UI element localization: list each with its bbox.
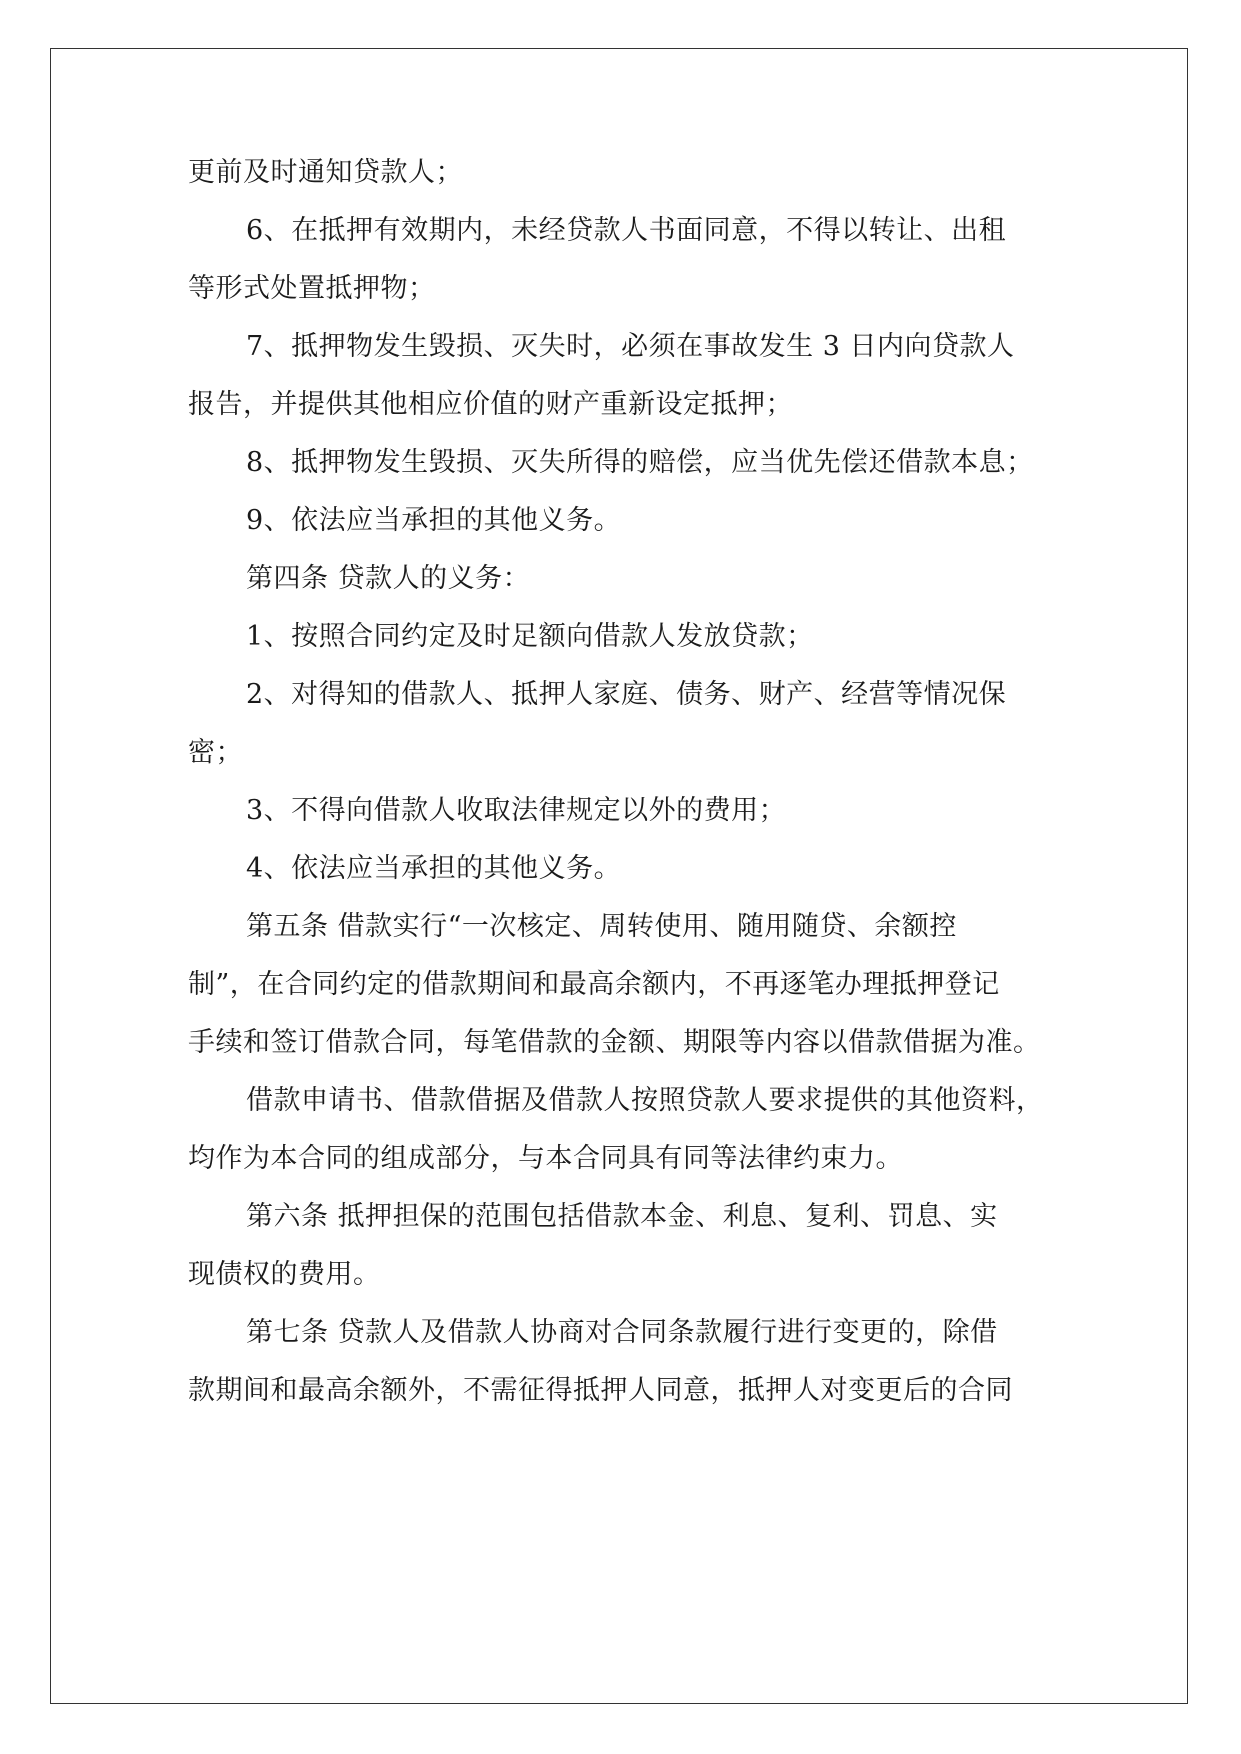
text-line: 手续和签订借款合同，每笔借款的金额、期限等内容以借款借据为准。 [188, 1027, 1041, 1058]
text-line: 制”，在合同约定的借款期间和最高余额内，不再逐笔办理抵押登记 [188, 969, 1000, 1000]
text-line: 6、在抵押有效期内，未经贷款人书面同意，不得以转让、出租 [246, 215, 1007, 246]
text-line: 款期间和最高余额外，不需征得抵押人同意，抵押人对变更后的合同 [188, 1375, 1013, 1406]
text-line: 第六条 抵押担保的范围包括借款本金、利息、复利、罚息、实 [246, 1201, 998, 1232]
text-line: 借款申请书、借款借据及借款人按照贷款人要求提供的其他资料， [246, 1085, 1044, 1116]
text-line: 8、抵押物发生毁损、灭失所得的赔偿，应当优先偿还借款本息； [246, 447, 1034, 478]
text-line: 密； [188, 737, 243, 768]
text-line: 4、依法应当承担的其他义务。 [246, 853, 622, 884]
text-line: 2、对得知的借款人、抵押人家庭、债务、财产、经营等情况保 [246, 679, 1007, 710]
text-line: 现债权的费用。 [188, 1259, 381, 1290]
text-line: 等形式处置抵押物； [188, 273, 436, 304]
text-line: 1、按照合同约定及时足额向借款人发放贷款； [246, 621, 814, 652]
text-line: 均作为本合同的组成部分，与本合同具有同等法律约束力。 [188, 1143, 903, 1174]
text-line: 9、依法应当承担的其他义务。 [246, 505, 622, 536]
text-line: 第七条 贷款人及借款人协商对合同条款履行进行变更的，除借 [246, 1317, 998, 1348]
text-line: 第五条 借款实行“一次核定、周转使用、随用随贷、余额控 [246, 911, 957, 942]
text-line: 7、抵押物发生毁损、灭失时，必须在事故发生 3 日内向贷款人 [246, 331, 1015, 362]
text-line: 报告，并提供其他相应价值的财产重新设定抵押； [188, 389, 793, 420]
text-line: 第四条 贷款人的义务： [246, 563, 531, 594]
text-line: 更前及时通知贷款人； [188, 157, 463, 188]
text-line: 3、不得向借款人收取法律规定以外的费用； [246, 795, 787, 826]
